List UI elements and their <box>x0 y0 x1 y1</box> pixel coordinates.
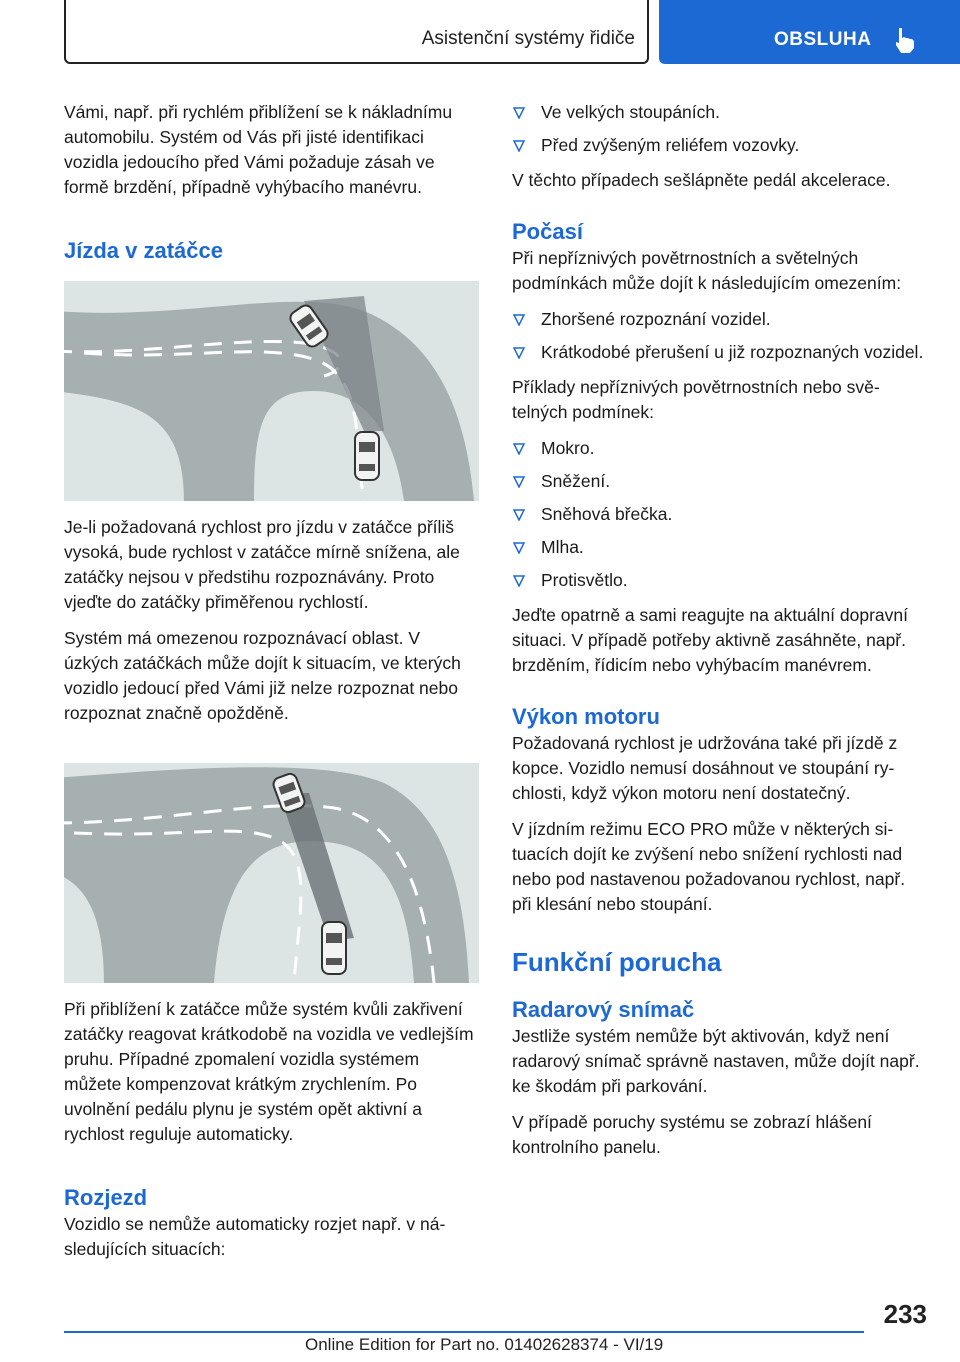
weather-limitations-list <box>512 307 927 365</box>
hand-pointer-icon <box>891 26 919 54</box>
engine-paragraph-1: Požadovaná rychlost je udržována také při jízdě z kopce. Vozidlo nemusí dosáhnout ve stoupání rychlosti, když výkon motoru není dostatečný. <box>512 733 898 803</box>
list-item: Ve velkých stoupáních. <box>512 100 927 125</box>
curve-paragraph-2: Systém má omezenou rozpoznávací oblast. V úzkých zatáčkách může dojít k situacím, ve kterých vozidlo jedoucí před Vámi již nelze rozpoznat nebo rozpoznat značně opožděně. <box>64 628 461 723</box>
section-title: Asistenční systémy řidiče <box>421 28 635 49</box>
intro-paragraph: Vámi, např. při rychlém přiblížení se k nákladnímu automobilu. Systém od Vás při jisté identifikaci vozidla jedoucího před Vámi požaduje zásah ve formě brzdění, případně vyhýbacího manévru. <box>64 102 453 197</box>
start-note: V těchto případech sešlápněte pedál akcelerace. <box>512 170 891 190</box>
triangle-bullet-icon <box>513 476 525 488</box>
radar-heading: Radarový snímač <box>512 997 695 1022</box>
curve-paragraph-3: Při přiblížení k zatáčce může systém kvůli zakřivení zatáčky reagovat krátkodobě na vozidla ve vedlejším pruhu. Případné zpomalení vozidla systémem můžete kompenzovat krátkým zrychlením. Po uvolnění pedálu plynu je systém opět aktivní a rychlost reguluje automaticky. <box>64 999 474 1144</box>
engine-paragraph-2: V jízdním režimu ECO PRO může v některých situacích dojít ke zvýšení nebo snížení rychlosti nad nebo pod nastavenou požadovanou rychlost, např. při klesání nebo stoupání. <box>512 819 906 914</box>
triangle-bullet-icon <box>513 443 525 455</box>
list-item: Sněžení. <box>512 469 927 494</box>
page-number: 233 <box>883 1299 927 1329</box>
header-tab-obsluha[interactable] <box>659 0 960 64</box>
curve-paragraph-1: Je-li požadovaná rychlost pro jízdu v zatáčce příliš vysoká, bude rychlost v zatáčce mírně snížena, ale zatáčky nejsou v předstihu rozpoznávány. Proto vjeďte do zatáčky přiměřenou rychlostí. <box>64 517 460 612</box>
curve-figure-1 <box>64 281 479 501</box>
weather-heading: Počasí <box>512 219 583 244</box>
radar-paragraph-1: Jestliže systém nemůže být aktivován, když není radarový snímač správně nastaven, může dojít např. ke škodám při parkování. <box>512 1026 920 1096</box>
radar-paragraph-2: V případě poruchy systému se zobrazí hlášení kontrolního panelu. <box>512 1112 872 1157</box>
weather-advice: Jeďte opatrně a sami reagujte na aktuální dopravní situaci. V případě potřeby aktivně zasáhněte, např. brzděním, řídicím nebo vyhýbacím manévrem. <box>512 605 909 675</box>
list-item: Krátkodobé přerušení u již rozpoznaných vozidel. <box>512 340 927 365</box>
engine-heading: Výkon motoru <box>512 704 660 729</box>
curve-figure-2 <box>64 763 479 983</box>
start-situations-list <box>512 100 927 158</box>
triangle-bullet-icon <box>513 347 525 359</box>
list-item: Mokro. <box>512 436 927 461</box>
edition-text: Online Edition for Part no. 01402628374 - VI/19 <box>305 1335 664 1354</box>
triangle-bullet-icon <box>513 575 525 587</box>
triangle-bullet-icon <box>513 107 525 119</box>
footer-divider <box>64 1331 864 1333</box>
weather-examples: Příklady nepříznivých povětrnostních nebo světelných podmínek: <box>512 377 880 422</box>
triangle-bullet-icon <box>513 140 525 152</box>
header-section-box <box>64 0 649 64</box>
start-heading: Rozjezd <box>64 1185 148 1210</box>
list-item: Sněhová břečka. <box>512 502 927 527</box>
triangle-bullet-icon <box>513 314 525 326</box>
list-item: Mlha. <box>512 535 927 560</box>
conditions-list <box>512 436 927 593</box>
list-item: Protisvětlo. <box>512 568 927 593</box>
start-paragraph: Vozidlo se nemůže automaticky rozjet např. v následujících situacích: <box>64 1214 446 1259</box>
fault-heading: Funkční porucha <box>512 947 722 977</box>
list-item: Zhoršené rozpoznání vozidel. <box>512 307 927 332</box>
triangle-bullet-icon <box>513 542 525 554</box>
weather-paragraph: Při nepříznivých povětrnostních a světelných podmínkách může dojít k následujícím omezením: <box>512 248 902 293</box>
triangle-bullet-icon <box>513 509 525 521</box>
tab-label: OBSLUHA <box>774 29 872 50</box>
curve-heading: Jízda v zatáčce <box>64 238 223 263</box>
right-column <box>512 100 927 1171</box>
left-column <box>64 100 479 1273</box>
list-item: Před zvýšeným reliéfem vozovky. <box>512 133 927 158</box>
